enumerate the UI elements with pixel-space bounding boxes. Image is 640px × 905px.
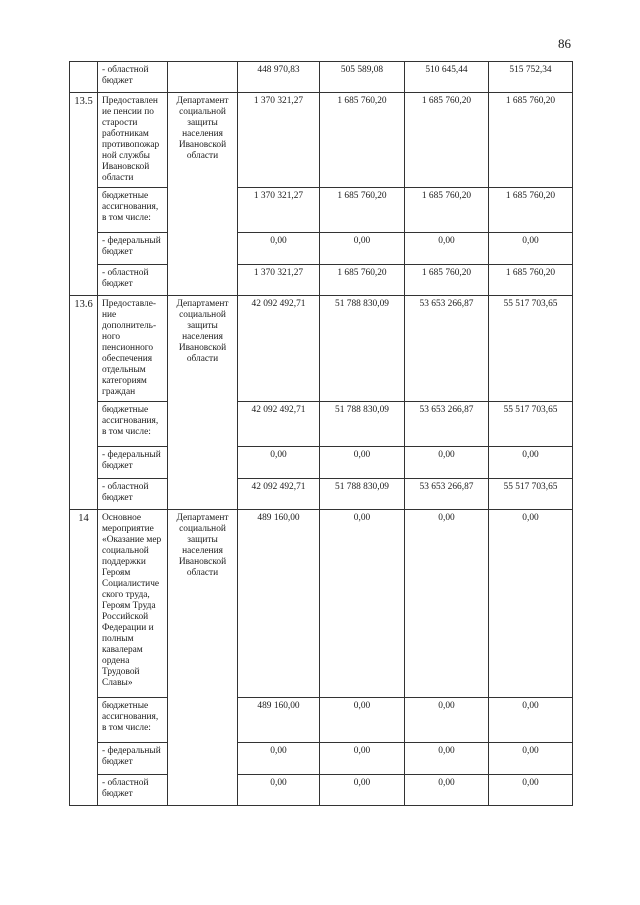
activity-name-line: пенсионного [102, 343, 154, 353]
value-cell: 1 685 760,20 [489, 93, 573, 188]
activity-name-line: работникам [102, 129, 149, 139]
budget-sub-label-line: ассигнования, [102, 416, 159, 426]
activity-name-line: старости [102, 118, 138, 128]
budget-sub-row [70, 698, 573, 743]
executor-name-line: Департамент [176, 96, 229, 106]
executor-cell-empty [168, 62, 238, 93]
executor-name-line: Департамент [176, 299, 229, 309]
value-cell: 0,00 [405, 743, 489, 775]
activity-name-line: категориям [102, 376, 147, 386]
activity-name-line: ной службы [102, 151, 150, 161]
budget-sub-label [98, 402, 168, 447]
budget-sub-label-line: - федеральный [102, 746, 161, 756]
budget-sub-label-line: - федеральный [102, 450, 161, 460]
activity-name-line: ордена [102, 656, 130, 666]
budget-sub-label-line: бюджет [102, 789, 133, 799]
value-cell: 51 788 830,09 [320, 479, 405, 510]
activity-name-line: поддержки [102, 557, 146, 567]
value-cell: 55 517 703,65 [489, 402, 573, 447]
executor-name-line: Департамент [176, 513, 229, 523]
value-cell: 1 370 321,27 [238, 265, 320, 296]
activity-name-line: Федерации и [102, 623, 154, 633]
activity-name-line: ние [102, 310, 117, 320]
value-cell: 1 685 760,20 [320, 188, 405, 233]
budget-sub-label-line: - областной [102, 482, 149, 492]
budget-sub-label [98, 775, 168, 806]
activity-name-line: полным [102, 634, 134, 644]
value-cell: 0,00 [320, 743, 405, 775]
budget-sub-label [98, 743, 168, 775]
budget-sub-label-line: - областной [102, 268, 149, 278]
executor-name-line: защиты [187, 321, 218, 331]
activity-name-line: кавалерам [102, 645, 143, 655]
value-cell: 448 970,83 [238, 62, 320, 93]
executor-name [168, 93, 238, 296]
activity-name-line: области [102, 173, 134, 183]
activity-name-line: ного [102, 332, 121, 342]
budget-sub-label-line: - областной [102, 778, 149, 788]
executor-name [168, 510, 238, 806]
activity-name-line: отдельным [102, 365, 146, 375]
budget-sub-row [70, 479, 573, 510]
value-cell: 0,00 [238, 743, 320, 775]
budget-sub-label-line: в том числе: [102, 427, 151, 437]
activity-name-line: «Оказание мер [102, 535, 162, 545]
value-cell: 0,00 [489, 510, 573, 698]
executor-name-line: Ивановской [178, 140, 227, 150]
budget-sub-row [70, 402, 573, 447]
page-number: 86 [558, 36, 571, 51]
value-cell: 0,00 [405, 233, 489, 265]
value-cell: 0,00 [320, 233, 405, 265]
value-cell: 0,00 [238, 447, 320, 479]
value-cell: 1 685 760,20 [320, 265, 405, 296]
num-cell-empty [70, 62, 98, 93]
value-cell: 1 685 760,20 [489, 265, 573, 296]
value-cell: 0,00 [238, 233, 320, 265]
item-number: 13.5 [70, 93, 98, 296]
activity-name-line: Трудовой [102, 667, 140, 677]
budget-sub-label-line: бюджет [102, 461, 133, 471]
value-cell: 55 517 703,65 [489, 296, 573, 402]
budget-sub-row [70, 233, 573, 265]
budget-sub-label-line: ассигнования, [102, 712, 159, 722]
value-cell: 51 788 830,09 [320, 296, 405, 402]
value-cell: 0,00 [405, 510, 489, 698]
executor-name-line: населения [182, 332, 223, 342]
regional-budget-label [98, 62, 168, 93]
executor-name-line: социальной [179, 107, 226, 117]
value-cell: 0,00 [489, 698, 573, 743]
value-cell: 0,00 [320, 775, 405, 806]
budget-sub-label [98, 479, 168, 510]
section-row [70, 93, 573, 188]
label-text: - областной бюджет [102, 65, 149, 86]
executor-name-line: области [186, 151, 219, 161]
value-cell: 0,00 [489, 743, 573, 775]
value-cell: 0,00 [489, 447, 573, 479]
value-cell: 510 645,44 [405, 62, 489, 93]
budget-sub-row [70, 743, 573, 775]
budget-sub-label-line: в том числе: [102, 723, 151, 733]
item-number: 13.6 [70, 296, 98, 510]
budget-sub-label-line: бюджет [102, 247, 133, 257]
executor-name-line: населения [182, 129, 223, 139]
executor-name-line: социальной [179, 310, 226, 320]
continuation-row [70, 62, 573, 93]
executor-name-line: области [186, 568, 219, 578]
executor-name [168, 296, 238, 510]
budget-sub-label [98, 698, 168, 743]
activity-name [98, 510, 168, 698]
value-cell: 53 653 266,87 [405, 296, 489, 402]
executor-name-line: защиты [187, 535, 218, 545]
value-cell: 1 370 321,27 [238, 93, 320, 188]
budget-sub-label-line: бюджетные [102, 701, 149, 711]
activity-name-line: мероприятие [102, 524, 154, 534]
activity-name-line: Славы» [102, 678, 133, 688]
value-cell: 489 160,00 [238, 510, 320, 698]
activity-name-line: Российской [102, 612, 149, 622]
value-cell: 0,00 [320, 698, 405, 743]
executor-name-line: Ивановской [178, 343, 227, 353]
activity-name-line: социальной [102, 546, 149, 556]
activity-name-line: ского труда, [102, 590, 150, 600]
budget-sub-row [70, 775, 573, 806]
executor-name-line: защиты [187, 118, 218, 128]
value-cell: 0,00 [405, 447, 489, 479]
value-cell: 42 092 492,71 [238, 479, 320, 510]
value-cell: 0,00 [320, 510, 405, 698]
budget-sub-label-line: бюджетные [102, 191, 149, 201]
activity-name [98, 296, 168, 402]
value-cell: 1 685 760,20 [405, 188, 489, 233]
value-cell: 505 589,08 [320, 62, 405, 93]
budget-sub-label [98, 233, 168, 265]
activity-name-line: Предоставле- [102, 299, 156, 309]
budget-sub-row [70, 447, 573, 479]
value-cell: 51 788 830,09 [320, 402, 405, 447]
value-cell: 55 517 703,65 [489, 479, 573, 510]
value-cell: 489 160,00 [238, 698, 320, 743]
item-number: 14 [70, 510, 98, 806]
activity-name-line: обеспечения [102, 354, 153, 364]
budget-sub-label-line: ассигнования, [102, 202, 159, 212]
value-cell: 1 685 760,20 [489, 188, 573, 233]
value-cell: 0,00 [489, 233, 573, 265]
budget-sub-label-line: в том числе: [102, 213, 151, 223]
activity-name-line: Предоставлен [102, 96, 158, 106]
activity-name-line: дополнитель- [102, 321, 157, 331]
budget-sub-label-line: бюджет [102, 757, 133, 767]
executor-name-line: области [186, 354, 219, 364]
executor-name-line: Ивановской [178, 557, 227, 567]
value-cell: 0,00 [238, 775, 320, 806]
activity-name [98, 93, 168, 188]
section-row [70, 510, 573, 698]
activity-name-line: Героям [102, 568, 131, 578]
budget-sub-label-line: - федеральный [102, 236, 161, 246]
value-cell: 1 370 321,27 [238, 188, 320, 233]
budget-sub-label [98, 188, 168, 233]
budget-sub-row [70, 188, 573, 233]
value-cell: 53 653 266,87 [405, 402, 489, 447]
activity-name-line: Социалистиче [102, 579, 160, 589]
activity-name-line: граждан [102, 387, 136, 397]
value-cell: 0,00 [320, 447, 405, 479]
value-cell: 53 653 266,87 [405, 479, 489, 510]
section-row [70, 296, 573, 402]
value-cell: 0,00 [489, 775, 573, 806]
value-cell: 515 752,34 [489, 62, 573, 93]
activity-name-line: Основное [102, 513, 142, 523]
budget-sub-label [98, 265, 168, 296]
value-cell: 42 092 492,71 [238, 296, 320, 402]
budget-sub-label [98, 447, 168, 479]
value-cell: 42 092 492,71 [238, 402, 320, 447]
executor-name-line: населения [182, 546, 223, 556]
activity-name-line: ие пенсии по [102, 107, 154, 117]
activity-name-line: Ивановской [102, 162, 150, 172]
value-cell: 1 685 760,20 [320, 93, 405, 188]
value-cell: 1 685 760,20 [405, 93, 489, 188]
activity-name-line: Героям Труда [102, 601, 156, 611]
budget-sub-label-line: бюджет [102, 493, 133, 503]
budget-sub-label-line: бюджетные [102, 405, 149, 415]
budget-sub-label-line: бюджет [102, 279, 133, 289]
budget-table [69, 61, 573, 806]
executor-name-line: социальной [179, 524, 226, 534]
activity-name-line: противопожар [102, 140, 160, 150]
value-cell: 0,00 [405, 775, 489, 806]
value-cell: 1 685 760,20 [405, 265, 489, 296]
budget-sub-row [70, 265, 573, 296]
table-body [70, 62, 573, 806]
value-cell: 0,00 [405, 698, 489, 743]
